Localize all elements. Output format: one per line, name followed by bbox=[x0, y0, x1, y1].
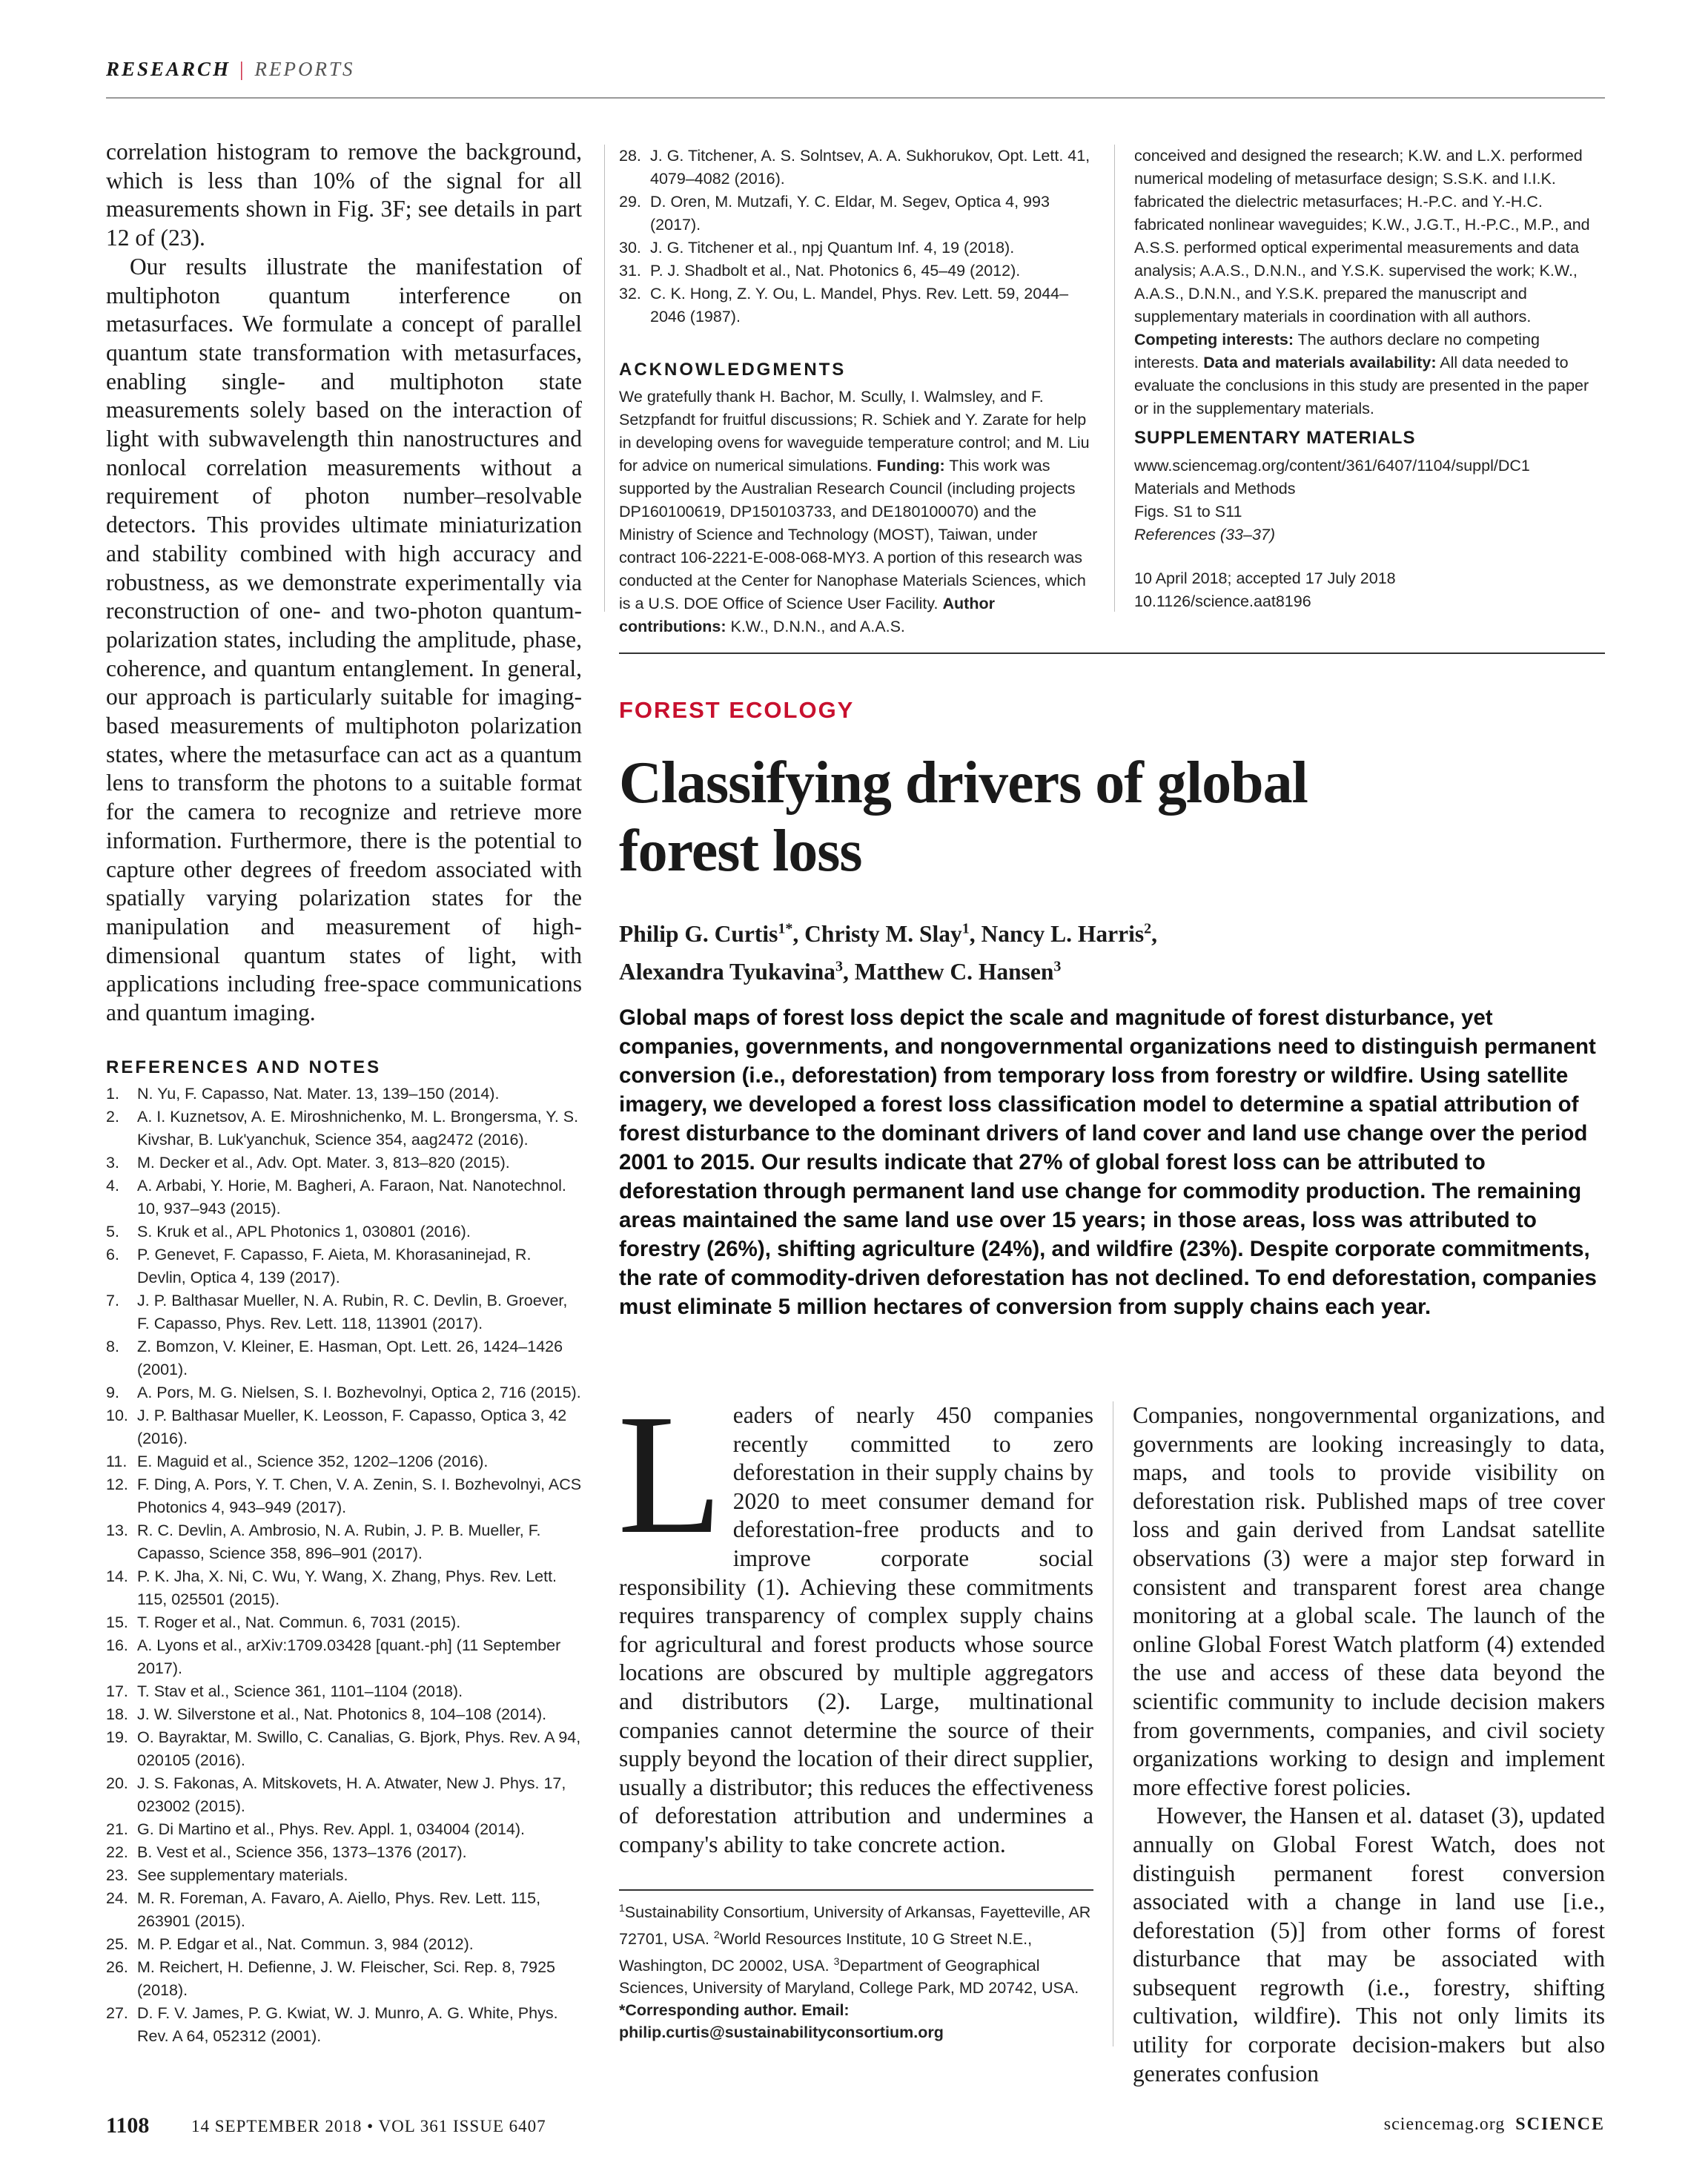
competing-text: The authors declare no competing interests. bbox=[1134, 331, 1540, 371]
contrib-label: Author contributions: bbox=[619, 595, 995, 635]
reference-item bbox=[106, 1611, 582, 1634]
reference-number: 29. bbox=[619, 193, 641, 211]
references-list-2 bbox=[619, 145, 1093, 328]
reference-item bbox=[106, 1565, 582, 1611]
acknowledgments-continued bbox=[1134, 145, 1605, 420]
data-label: Data and materials availability: bbox=[1203, 354, 1437, 371]
page-number: 1108 bbox=[106, 2113, 150, 2138]
reference-item bbox=[106, 1887, 582, 1933]
received-date: 10 April 2018; accepted 17 July 2018 bbox=[1134, 569, 1396, 587]
reference-item bbox=[106, 1243, 582, 1289]
contrib-continued: conceived and designed the research; K.W. and L.X. performed numerical modeling of metasurface design; S.S.K. and I.I.K. fabricated the dielectric metasurfaces; H.-P.C. and Y.-H.C. fabricated nonlinear waveguides; K.W., J.G.T., H.-P.C., M.P., and A.S.S. performed optical experimental measurements and data analysis; A.A.S., D.N.N., and Y.S.K. supervised the work; K.W., A.A.S., D.N.N., and Y.S.K. prepared the manuscript and supplementary materials in coordination with all authors. bbox=[1134, 147, 1590, 326]
issue-date: 14 SEPTEMBER 2018 • VOL 361 ISSUE 6407 bbox=[191, 2117, 546, 2135]
reference-text: J. G. Titchener et al., npj Quantum Inf. 4, 19 (2018). bbox=[650, 239, 1015, 257]
paragraph: Our results illustrate the manifestation of multiphoton quantum interference on metasurfaces. We formulate a concept of parallel quantum state transformation with metasurfaces, enabling single- and multiphoton state measurements solely based on the interaction of light with subwavelength thin nanostructures and nonlocal correlation measurements without a requirement of photon number–resolvable detectors. This provides ultimate miniaturization and stability combined with high accuracy and robustness, as we demonstrate experimentally via reconstruction of one- and two-photon quantum-polarization states, including the amplitude, phase, coherence, and quantum entanglement. In general, our approach is particularly suitable for imaging-based measurements of multiphoton polarization states, where the metasurface can act as a quantum lens to transform the photons to a suitable format for the camera to recognize and retrieve more information. Furthermore, there is the potential to capture other degrees of freedom associated with spatially varying polarization states for the manipulation and measurement of high-dimensional quantum states of light, with applications including free-space communications and quantum imaging. bbox=[106, 253, 582, 1026]
reference-number: 10. bbox=[106, 1407, 128, 1424]
reference-text: J. P. Balthasar Mueller, K. Leosson, F. Capasso, Optica 3, 42 (2016). bbox=[137, 1407, 567, 1447]
reference-item bbox=[106, 1933, 582, 1956]
reference-text: R. C. Devlin, A. Ambrosio, N. A. Rubin, J. P. B. Mueller, F. Capasso, Science 358, 896–901 (2017). bbox=[137, 1522, 541, 1562]
corresponding-author: *Corresponding author. Email: philip.curtis@sustainabilityconsortium.org bbox=[619, 2001, 944, 2042]
journal-name: SCIENCE bbox=[1515, 2115, 1605, 2134]
references-list-1 bbox=[106, 1083, 582, 2048]
reference-text: A. Pors, M. G. Nielsen, S. I. Bozhevolnyi, Optica 2, 716 (2015). bbox=[137, 1384, 581, 1401]
reference-number: 12. bbox=[106, 1476, 128, 1493]
reference-text: O. Bayraktar, M. Swillo, C. Canalias, G. Bjork, Phys. Rev. A 94, 020105 (2016). bbox=[137, 1728, 581, 1769]
reference-item bbox=[106, 1818, 582, 1841]
reference-number: 13. bbox=[106, 1522, 128, 1539]
reference-item bbox=[106, 1106, 582, 1152]
reference-item bbox=[106, 1174, 582, 1220]
article-column-a bbox=[618, 1379, 1093, 1860]
data-text: All data needed to evaluate the conclusions in this study are presented in the paper or in the supplementary materials. bbox=[1134, 354, 1589, 417]
reference-number: 30. bbox=[619, 239, 641, 257]
reference-text: A. I. Kuznetsov, A. E. Miroshnichenko, M. L. Brongersma, Y. S. Kivshar, B. Luk'yanchuk, Science 354, aag2472 (2016). bbox=[137, 1108, 579, 1149]
supplementary-item: Figs. S1 to S11 bbox=[1134, 503, 1242, 521]
reference-item bbox=[619, 191, 1093, 237]
reference-text: A. Lyons et al., arXiv:1709.03428 [quant.-ph] (11 September 2017). bbox=[137, 1636, 561, 1677]
subsection-label: REPORTS bbox=[254, 58, 355, 80]
reference-number: 6. bbox=[106, 1246, 119, 1263]
affiliation: Sustainability Consortium, University of Arkansas, Fayetteville, AR 72701, USA. bbox=[619, 1903, 1091, 1949]
footer-journal bbox=[1384, 2115, 1605, 2135]
reference-number: 19. bbox=[106, 1728, 128, 1746]
reference-text: E. Maguid et al., Science 352, 1202–1206 (2016). bbox=[137, 1453, 489, 1470]
reference-item bbox=[106, 1220, 582, 1243]
reference-text: B. Vest et al., Science 356, 1373–1376 (2017). bbox=[137, 1843, 467, 1861]
paragraph: correlation histogram to remove the background, which is less than 10% of the signal for all measurements shown in Fig. 3F; see details in part 12 of (23). bbox=[106, 139, 582, 251]
reference-item bbox=[106, 1404, 582, 1450]
author: Matthew C. Hansen$^3$ bbox=[854, 958, 1062, 985]
header-rule bbox=[106, 97, 1605, 99]
reference-item bbox=[106, 1772, 582, 1818]
reference-item bbox=[106, 1841, 582, 1864]
reference-number: 22. bbox=[106, 1843, 128, 1861]
site-url[interactable]: sciencemag.org bbox=[1383, 2115, 1506, 2134]
supplementary-list bbox=[1134, 455, 1605, 546]
reference-number: 5. bbox=[106, 1223, 119, 1240]
article-title bbox=[619, 749, 1605, 885]
author: Christy M. Slay$^1$, bbox=[804, 920, 982, 947]
reference-text: M. P. Edgar et al., Nat. Commun. 3, 984 (2012). bbox=[137, 1935, 474, 1953]
reference-number: 27. bbox=[106, 2004, 128, 2022]
acknowledgments-text bbox=[619, 386, 1093, 638]
reference-number: 17. bbox=[106, 1682, 128, 1700]
reference-text: See supplementary materials. bbox=[137, 1866, 348, 1884]
reference-item bbox=[106, 1381, 582, 1404]
reference-text: C. K. Hong, Z. Y. Ou, L. Mandel, Phys. Rev. Lett. 59, 2044–2046 (1987). bbox=[650, 285, 1069, 326]
reference-text: M. Decker et al., Adv. Opt. Mater. 3, 813–820 (2015). bbox=[137, 1154, 510, 1172]
reference-number: 4. bbox=[106, 1177, 119, 1195]
funding-text: This work was supported by the Australian Research Council (including projects DP160100619, DP150103733, and DE180100070) and the Ministry of Science and Technology (MOST), Taiwan, under contract 106-2221-E-008-068-MY3. A portion of this research was conducted at the Center for Nanophase Materials Sciences, which is a U.S. DOE Office of Science User Facility. bbox=[619, 457, 1086, 612]
article-rule bbox=[619, 652, 1605, 654]
paragraph: However, the Hansen et al. dataset (3), updated annually on Global Forest Watch, does not distinguish permanent forest conversion associated with a change in land use [i.e., deforestation (5)] from other forms of forest disturbance that may be associated with subsequent regrowth (i.e., forestry, shifting cultivation, wildfire). This not only limits its utility for corporate decision-makers but also generates confusion bbox=[1133, 1803, 1605, 2087]
reference-number: 28. bbox=[619, 147, 641, 165]
affiliation: Department of Geographical Sciences, University of Maryland, College Park, MD 20742, USA. bbox=[619, 1957, 1079, 1998]
doi[interactable]: 10.1126/science.aat8196 bbox=[1134, 592, 1311, 610]
reference-item bbox=[106, 1335, 582, 1381]
article-column-b bbox=[1133, 1401, 1605, 2088]
author: Nancy L. Harris$^2$, bbox=[981, 920, 1158, 947]
reference-number: 9. bbox=[106, 1384, 119, 1401]
contrib-text: K.W., D.N.N., and A.A.S. bbox=[726, 618, 905, 635]
reference-text: J. P. Balthasar Mueller, N. A. Rubin, R. C. Devlin, B. Groever, F. Capasso, Phys. Rev. Lett. 118, 113901 (2017). bbox=[137, 1292, 568, 1332]
reference-number: 32. bbox=[619, 285, 641, 303]
affiliations-footnote: $^1$Sustainability Consortium, University of Arkansas, Fayetteville, AR 72701, USA. $^2$World Resources Institute, 10 G Street N.E., Washington, DC 20002, USA. $^3$Department of Geographical Sciences, University of Maryland, College Park, MD 20742, USA. *Corresponding author. Email: philip.curtis@sustainabilityconsortium.org bbox=[619, 1902, 1091, 2042]
reference-text: T. Stav et al., Science 361, 1101–1104 (2018). bbox=[137, 1682, 463, 1700]
reference-text: J. S. Fakonas, A. Mitskovets, H. A. Atwater, New J. Phys. 17, 023002 (2015). bbox=[137, 1774, 566, 1815]
reference-text: P. Genevet, F. Capasso, F. Aieta, M. Khorasaninejad, R. Devlin, Optica 4, 139 (2017). bbox=[137, 1246, 532, 1286]
reference-text: S. Kruk et al., APL Photonics 1, 030801 (2016). bbox=[137, 1223, 471, 1240]
reference-text: F. Ding, A. Pors, Y. T. Chen, V. A. Zenin, S. I. Bozhevolnyi, ACS Photonics 4, 943–949 (2017). bbox=[137, 1476, 582, 1516]
reference-number: 15. bbox=[106, 1613, 128, 1631]
reference-item bbox=[106, 1473, 582, 1519]
reference-number: 14. bbox=[106, 1567, 128, 1585]
reference-text: A. Arbabi, Y. Horie, M. Bagheri, A. Faraon, Nat. Nanotechnol. 10, 937–943 (2015). bbox=[137, 1177, 566, 1217]
column-divider bbox=[1114, 145, 1115, 612]
reference-number: 23. bbox=[106, 1866, 128, 1884]
reference-number: 24. bbox=[106, 1889, 128, 1907]
running-head bbox=[106, 58, 354, 81]
reference-number: 18. bbox=[106, 1705, 128, 1723]
reference-text: J. G. Titchener, A. S. Solntsev, A. A. Sukhorukov, Opt. Lett. 41, 4079–4082 (2016). bbox=[650, 147, 1090, 188]
supplementary-item: References (33–37) bbox=[1134, 526, 1276, 544]
reference-text: T. Roger et al., Nat. Commun. 6, 7031 (2015). bbox=[137, 1613, 461, 1631]
reference-number: 16. bbox=[106, 1636, 128, 1654]
reference-text: P. J. Shadbolt et al., Nat. Photonics 6, 45–49 (2012). bbox=[650, 262, 1021, 280]
reference-item bbox=[619, 237, 1093, 260]
supplementary-url[interactable]: www.sciencemag.org/content/361/6407/1104/suppl/DC1 bbox=[1134, 457, 1530, 475]
author-list bbox=[619, 912, 1605, 988]
section-label: RESEARCH bbox=[106, 58, 231, 80]
reference-number: 31. bbox=[619, 262, 641, 280]
reference-item bbox=[106, 1680, 582, 1703]
column-1-body bbox=[106, 138, 582, 1028]
reference-number: 2. bbox=[106, 1108, 119, 1126]
author: Philip G. Curtis$^{1*}$, bbox=[619, 920, 805, 947]
reference-number: 11. bbox=[106, 1453, 128, 1470]
reference-number: 26. bbox=[106, 1958, 128, 1976]
funding-label: Funding: bbox=[876, 457, 945, 475]
affiliation: World Resources Institute, 10 G Street N.E., Washington, DC 20002, USA. bbox=[619, 1930, 1033, 1975]
reference-number: 7. bbox=[106, 1292, 119, 1309]
reference-text: N. Yu, F. Capasso, Nat. Mater. 13, 139–150 (2014). bbox=[137, 1085, 500, 1103]
title-line: Classifying drivers of global bbox=[619, 750, 1308, 816]
reference-item bbox=[106, 1864, 582, 1887]
reference-number: 20. bbox=[106, 1774, 128, 1792]
reference-text: D. Oren, M. Mutzafi, Y. C. Eldar, M. Segev, Optica 4, 993 (2017). bbox=[650, 193, 1050, 234]
reference-text: M. R. Foreman, A. Favaro, A. Aiello, Phys. Rev. Lett. 115, 263901 (2015). bbox=[137, 1889, 541, 1930]
title-line: forest loss bbox=[619, 819, 862, 884]
reference-item bbox=[106, 1450, 582, 1473]
reference-item bbox=[106, 1519, 582, 1565]
reference-number: 25. bbox=[106, 1935, 128, 1953]
article-kicker: FOREST ECOLOGY bbox=[619, 697, 855, 723]
reference-item bbox=[619, 260, 1093, 283]
body-text: eaders of nearly 450 companies recently committed to zero deforestation in their supply chains by 2020 to meet consumer demand for deforestation-free products and to improve corporate social responsibility (1). Achieving these commitments requires transparency of complex supply chains for agricultural and forest products whose source locations are obscured by multiple aggregators and distributors (2). Large, multinational companies cannot determine the source of their supply beyond the location of their direct supplier, usually a distributor; this reduces the effectiveness of deforestation attribution and undermines a company's ability to take concrete action. bbox=[619, 1402, 1093, 1857]
reference-item bbox=[106, 1083, 582, 1106]
reference-text: Z. Bomzon, V. Kleiner, E. Hasman, Opt. Lett. 26, 1424–1426 (2001). bbox=[137, 1338, 563, 1378]
reference-item bbox=[106, 1703, 582, 1726]
reference-item bbox=[106, 1289, 582, 1335]
article-abstract: Global maps of forest loss depict the scale and magnitude of forest disturbance, yet companies, governments, and nongovernmental organizations need to distinguish permanent conversion (i.e., deforestation) from temporary loss from forestry or wildfire. Using satellite imagery, we developed a forest loss classification model to determine a spatial attribution of forest disturbance to the dominant drivers of land cover and land use change over the period 2001 to 2015. Our results indicate that 27% of global forest loss can be attributed to deforestation through permanent land use change for commodity production. The remaining areas maintained the same land use over 15 years; in those areas, loss was attributed to forestry (26%), shifting agriculture (24%), and wildfire (23%). Despite corporate commitments, the rate of commodity-driven deforestation has not declined. To end deforestation, companies must eliminate 5 million hectares of conversion from supply chains each year. bbox=[619, 1005, 1597, 1319]
reference-item bbox=[619, 283, 1093, 328]
column-divider bbox=[604, 145, 605, 612]
author: Alexandra Tyukavina$^3$, bbox=[619, 958, 855, 985]
reference-item bbox=[106, 1634, 582, 1680]
reference-number: 1. bbox=[106, 1085, 119, 1103]
reference-item bbox=[106, 1152, 582, 1174]
article-dates bbox=[1134, 567, 1605, 613]
reference-number: 3. bbox=[106, 1154, 119, 1172]
dropcap: L bbox=[618, 1379, 723, 1570]
section-separator: | bbox=[239, 58, 246, 80]
acknowledgments-heading: ACKNOWLEDGMENTS bbox=[619, 360, 847, 380]
reference-text: J. W. Silverstone et al., Nat. Photonics 8, 104–108 (2014). bbox=[137, 1705, 547, 1723]
reference-number: 21. bbox=[106, 1820, 128, 1838]
supplementary-heading: SUPPLEMENTARY MATERIALS bbox=[1134, 428, 1416, 448]
reference-text: D. F. V. James, P. G. Kwiat, W. J. Munro, A. G. White, Phys. Rev. A 64, 052312 (2001). bbox=[137, 2004, 558, 2045]
reference-item bbox=[106, 1726, 582, 1772]
reference-text: M. Reichert, H. Defienne, J. W. Fleischer, Sci. Rep. 8, 7925 (2018). bbox=[137, 1958, 556, 1999]
reference-item bbox=[619, 145, 1093, 191]
reference-item bbox=[106, 2002, 582, 2048]
reference-item bbox=[106, 1956, 582, 2002]
ack-text: We gratefully thank H. Bachor, M. Scully, I. Walmsley, and F. Setzpfandt for fruitful discussions; R. Schiek and Y. Zarate for help in developing ovens for waveguide temperature control; and M. Liu for advice on numerical simulations. bbox=[619, 388, 1090, 475]
paragraph: Companies, nongovernmental organizations, and governments are looking increasingly to data, maps, and tools to provide visibility on deforestation risk. Published maps of tree cover loss and gain derived from Landsat satellite observations (3) were a major step forward in consistent and transparent forest area change monitoring at a global scale. The launch of the online Global Forest Watch platform (4) extended the use and access of these data beyond the scientific community to include decision makers from governments, companies, and civil society organizations working to design and implement more effective forest policies. bbox=[1133, 1402, 1605, 1800]
reference-text: P. K. Jha, X. Ni, C. Wu, Y. Wang, X. Zhang, Phys. Rev. Lett. 115, 025501 (2015). bbox=[137, 1567, 557, 1608]
reference-text: G. Di Martino et al., Phys. Rev. Appl. 1, 034004 (2014). bbox=[137, 1820, 526, 1838]
references-heading: REFERENCES AND NOTES bbox=[106, 1057, 382, 1077]
reference-number: 8. bbox=[106, 1338, 119, 1355]
footnote-rule bbox=[619, 1889, 1093, 1891]
competing-label: Competing interests: bbox=[1134, 331, 1294, 348]
supplementary-item: Materials and Methods bbox=[1134, 480, 1296, 498]
